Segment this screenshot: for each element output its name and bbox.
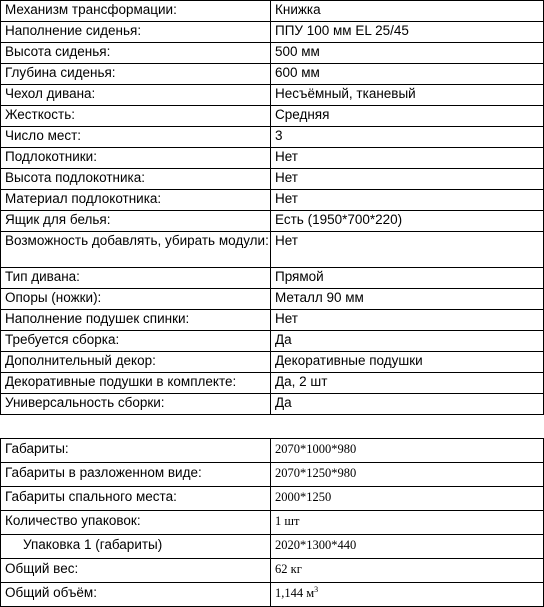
spec-value: 500 мм [271, 43, 544, 64]
table-row [1, 106, 544, 127]
table-spacer [0, 410, 543, 438]
table-row [1, 289, 544, 310]
spec-label: Подлокотники: [1, 148, 271, 169]
table-row [1, 85, 544, 106]
spec-label: Высота подлокотника: [1, 169, 271, 190]
dimension-value: 2070*1250*980 [271, 463, 544, 487]
spec-label: Ящик для белья: [1, 211, 271, 232]
spec-value: Да, 2 шт [271, 373, 544, 394]
table-row [1, 268, 544, 289]
dimensions-table [0, 438, 544, 607]
dimension-label: Габариты: [1, 439, 271, 463]
spec-value: Металл 90 мм [271, 289, 544, 310]
table-row [1, 22, 544, 43]
table-row [1, 583, 544, 607]
spec-label: Механизм трансформации: [1, 1, 271, 22]
spec-label: Тип дивана: [1, 268, 271, 289]
table-row [1, 43, 544, 64]
volume-cell [271, 583, 544, 607]
spec-label: Наполнение подушек спинки: [1, 310, 271, 331]
spec-value: 600 мм [271, 64, 544, 85]
spec-value: Средняя [271, 106, 544, 127]
table-row [1, 211, 544, 232]
spec-value: Прямой [271, 268, 544, 289]
dimension-label: Габариты спального места: [1, 487, 271, 511]
spec-label: Требуется сборка: [1, 331, 271, 352]
table-row [1, 439, 544, 463]
spec-value: Нет [271, 148, 544, 169]
spec-value: Да [271, 394, 544, 415]
spec-value: Да [271, 331, 544, 352]
dimension-value: 2070*1000*980 [271, 439, 544, 463]
spec-label: Возможность добавлять, убирать модули: [1, 232, 271, 268]
table-row [1, 232, 544, 268]
table-row [1, 169, 544, 190]
spec-label: Число мест: [1, 127, 271, 148]
dimension-label: Количество упаковок: [1, 511, 271, 535]
spec-label: Декоративные подушки в комплекте: [1, 373, 271, 394]
table-row [1, 1, 544, 22]
table-row [1, 373, 544, 394]
dimension-label: Габариты в разложенном виде: [1, 463, 271, 487]
spec-value: 3 [271, 127, 544, 148]
table-row [1, 511, 544, 535]
table-row [1, 148, 544, 169]
spec-label: Материал подлокотника: [1, 190, 271, 211]
spec-value: Несъёмный, тканевый [271, 85, 544, 106]
spec-value: Есть (1950*700*220) [271, 211, 544, 232]
table-row [1, 64, 544, 85]
spec-label: Наполнение сиденья: [1, 22, 271, 43]
table-row [1, 463, 544, 487]
table-row [1, 310, 544, 331]
dimension-value: 62 кг [271, 559, 544, 583]
spec-value: ППУ 100 мм EL 25/45 [271, 22, 544, 43]
unit-superscript: 3 [314, 585, 319, 594]
spec-label: Универсальность сборки: [1, 394, 271, 415]
spec-label: Чехол дивана: [1, 85, 271, 106]
table-row [1, 331, 544, 352]
spec-value: Нет [271, 169, 544, 190]
table-row [1, 352, 544, 373]
table-row [1, 559, 544, 583]
spec-value: Нет [271, 190, 544, 211]
dimension-label: Общий вес: [1, 559, 271, 583]
table-row [1, 190, 544, 211]
spec-value: Книжка [271, 1, 544, 22]
spec-value: Нет [271, 232, 544, 268]
table-row [1, 535, 544, 559]
table-row [1, 127, 544, 148]
spec-label: Опоры (ножки): [1, 289, 271, 310]
spec-label: Высота сиденья: [1, 43, 271, 64]
spec-label: Глубина сиденья: [1, 64, 271, 85]
spec-value: Декоративные подушки [271, 352, 544, 373]
spec-value: Нет [271, 310, 544, 331]
dimension-label: Упаковка 1 (габариты) [1, 535, 271, 559]
dimension-value: 1 шт [271, 511, 544, 535]
spec-label: Жесткость: [1, 106, 271, 127]
dimension-value: 2000*1250 [271, 487, 544, 511]
dimension-label: Общий объём: [1, 583, 271, 607]
dimension-value: 1,144 м [275, 586, 315, 600]
spec-label: Дополнительный декор: [1, 352, 271, 373]
dimension-value: 2020*1300*440 [271, 535, 544, 559]
table-row [1, 487, 544, 511]
